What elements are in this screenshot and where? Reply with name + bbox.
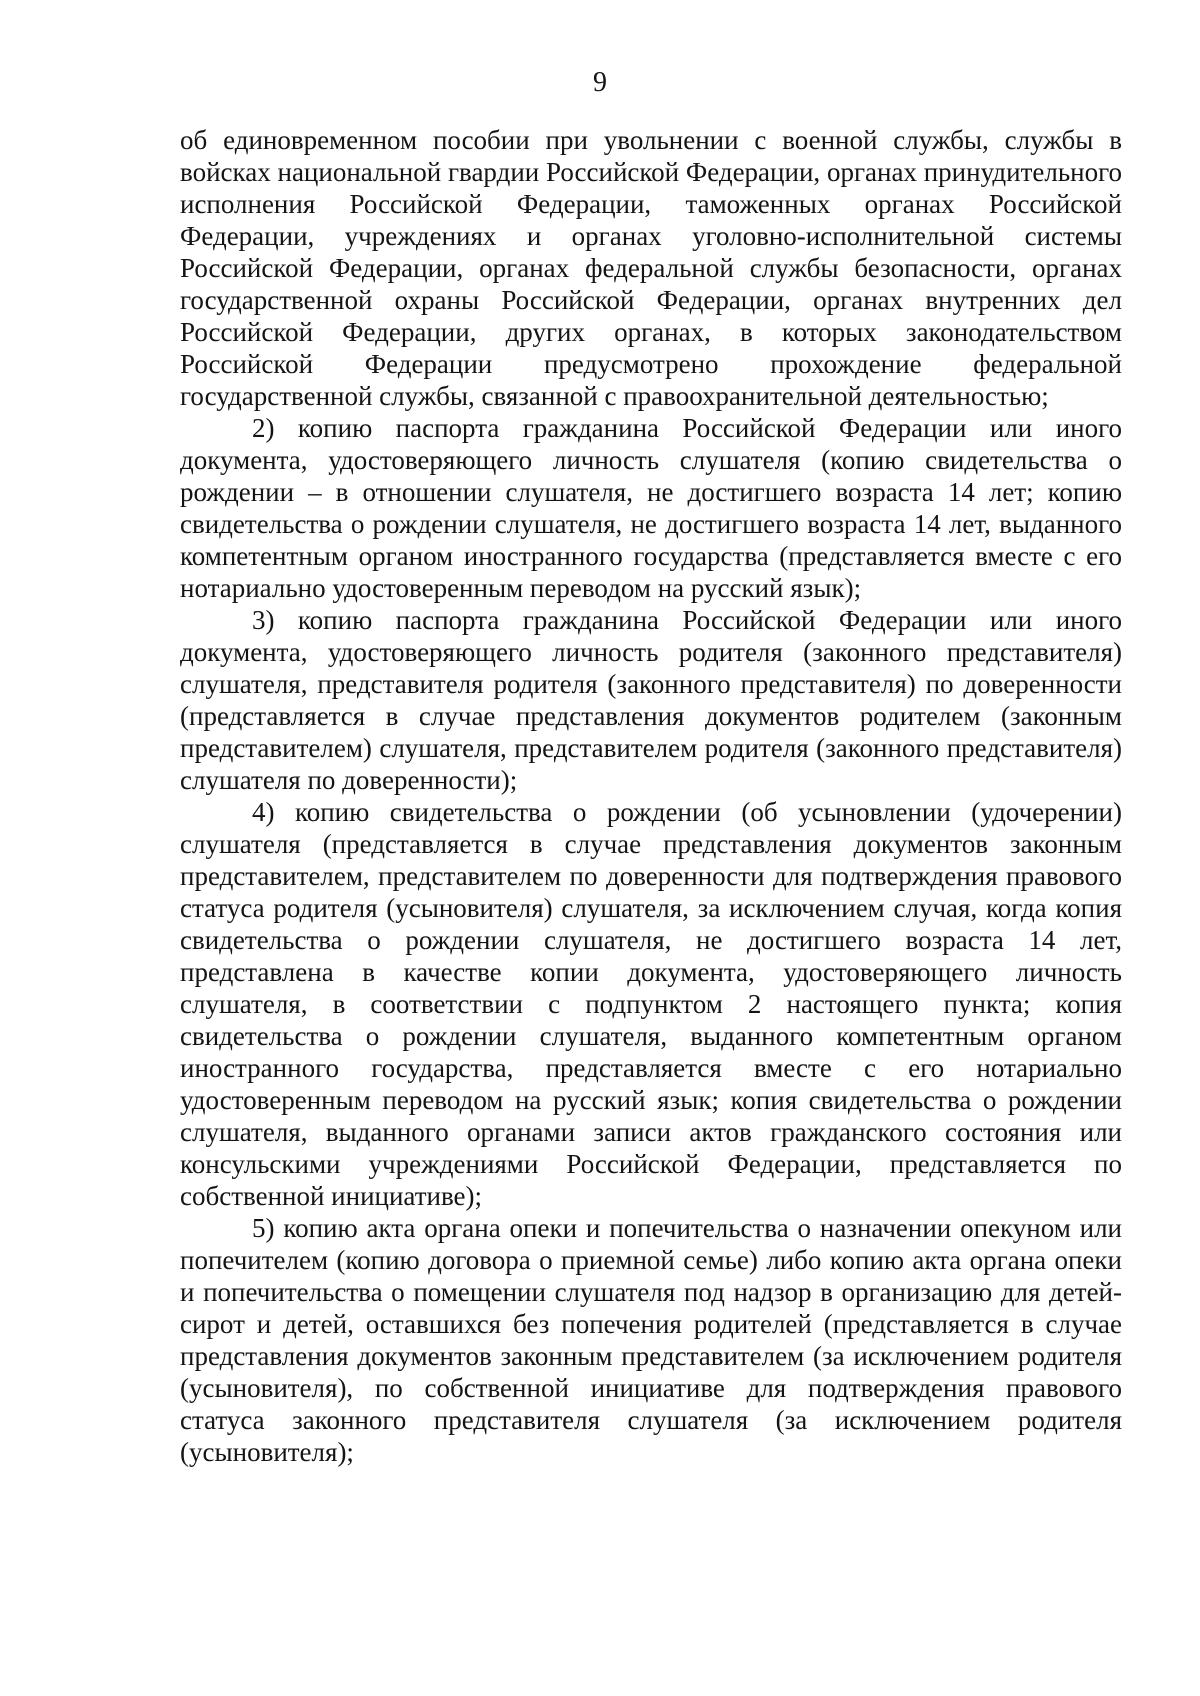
- paragraph-item-3: 3) копию паспорта гражданина Российской Федерации или иного документа, удостоверяющего личность родителя (законного представителя) слушателя, представителя родителя (законного представителя) по доверенности (представляется в случае представления документов родителем (законным представителем) слушателя, представителем родителя (законного представителя) слушателя по доверенности);: [180, 605, 1122, 795]
- page-number: 9: [593, 67, 607, 98]
- paragraph-continuation: об единовременном пособии при увольнении с военной службы, службы в войсках национальной гвардии Российской Федерации, органах принудительного исполнения Российской Федерации, таможенных органах Российской Федерации, учреждениях и органах уголовно-исполнительной системы Российской Федерации, органах федеральной службы безопасности, органах государственной охраны Российской Федерации, органах внутренних дел Российской Федерации, других органах, в которых законодательством Российской Федерации предусмотрено прохождение федеральной государственной службы, связанной с правоохранительной деятельностью;: [180, 125, 1122, 411]
- document-body: [180, 124, 1122, 1468]
- paragraph-item-4: 4) копию свидетельства о рождении (об усыновлении (удочерении) слушателя (представляется в случае представления документов законным представителем, представителем по доверенности для подтверждения правового статуса родителя (усыновителя) слушателя, за исключением случая, когда копия свидетельства о рождении слушателя, не достигшего возраста 14 лет, представлена в качестве копии документа, удостоверяющего личность слушателя, в соответствии с подпунктом 2 настоящего пункта; копия свидетельства о рождении слушателя, выданного компетентным органом иностранного государства, представляется вместе с его нотариально удостоверенным переводом на русский язык; копия свидетельства о рождении слушателя, выданного органами записи актов гражданского состояния или консульскими учреждениями Российской Федерации, представляется по собственной инициативе);: [180, 797, 1122, 1211]
- paragraph-item-2: 2) копию паспорта гражданина Российской Федерации или иного документа, удостоверяющего личность слушателя (копию свидетельства о рождении – в отношении слушателя, не достигшего возраста 14 лет; копию свидетельства о рождении слушателя, не достигшего возраста 14 лет, выданного компетентным органом иностранного государства (представляется вместе с его нотариально удостоверенным переводом на русский язык);: [180, 413, 1122, 603]
- paragraph-item-5: 5) копию акта органа опеки и попечительства о назначении опекуном или попечителем (копию договора о приемной семье) либо копию акта органа опеки и попечительства о помещении слушателя под надзор в организацию для детей-сирот и детей, оставшихся без попечения родителей (представляется в случае представления документов законным представителем (за исключением родителя (усыновителя), по собственной инициативе для подтверждения правового статуса законного представителя слушателя (за исключением родителя (усыновителя);: [180, 1213, 1122, 1467]
